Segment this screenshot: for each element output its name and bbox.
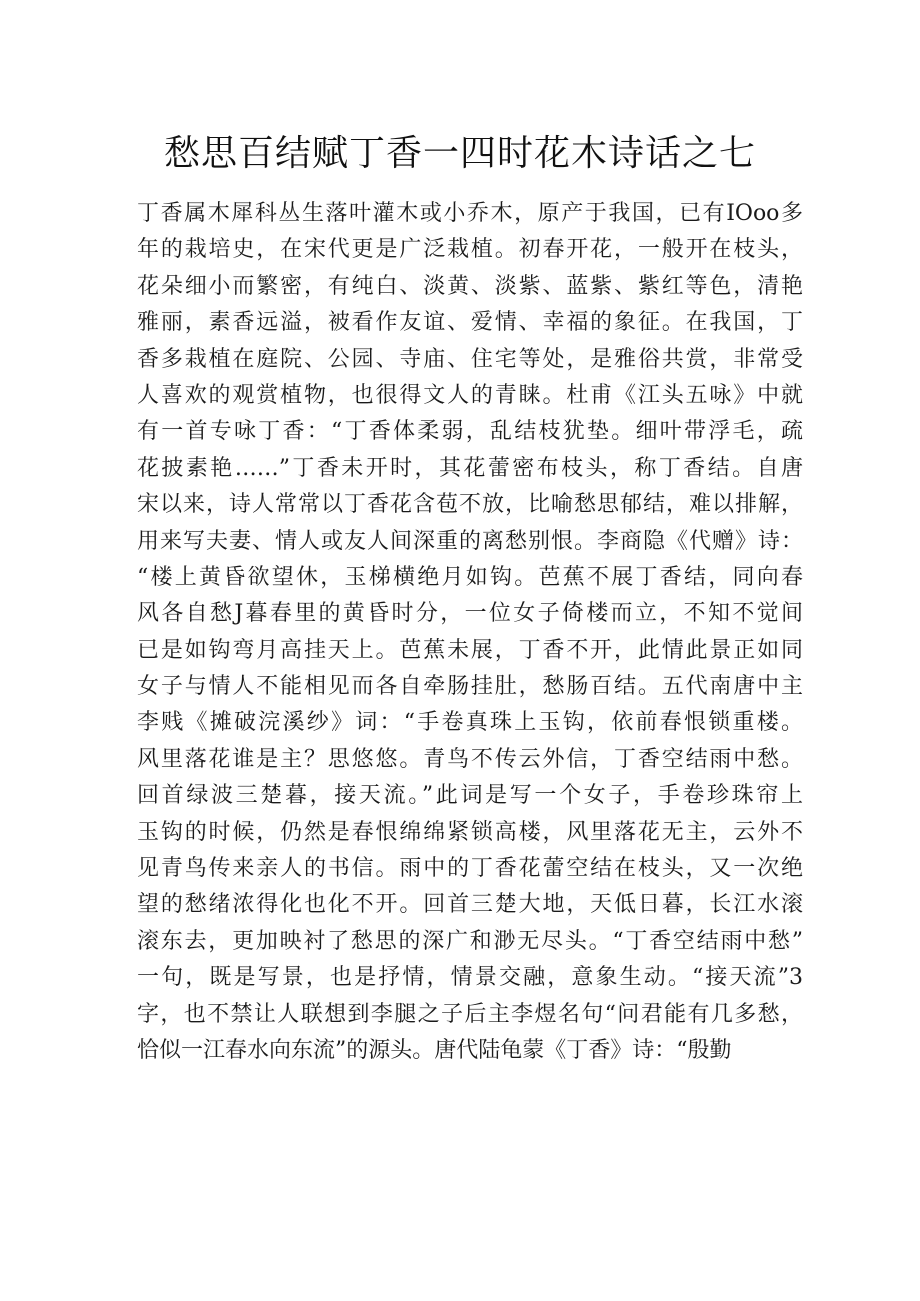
text-line: 丁香属木犀科丛生落叶灌木或小乔木，原产于我国，已有IOoo多 <box>137 201 803 226</box>
text-line: “楼上黄昏欲望休，玉梯横绝月如钩。芭蕉不展丁香结，同向春 <box>137 564 803 590</box>
document-body <box>137 196 803 1069</box>
text-line: 花披素艳……”丁香未开时，其花蕾密布枝头，称丁香结。自唐 <box>137 455 803 481</box>
text-line: 雅丽，素香远溢，被看作友谊、爱情、幸福的象征。在我国，丁 <box>137 310 803 336</box>
text-line: 风里落花谁是主？思悠悠。青鸟不传云外信，丁香空结雨中愁。 <box>137 746 803 772</box>
text-line: 见青鸟传来亲人的书信。雨中的丁香花蕾空结在枝头，又一次绝 <box>137 856 803 882</box>
text-line: 用来写夫妻、情人或友人间深重的离愁别恨。李商隐《代赠》诗： <box>137 528 803 554</box>
text-line: 字，也不禁让人联想到李腿之子后主李煜名句“问君能有几多愁， <box>137 1001 803 1027</box>
text-line: 望的愁绪浓得化也化不开。回首三楚大地，天低日暮，长江水滚 <box>137 892 803 918</box>
text-line: 人喜欢的观赏植物，也很得文人的青睐。杜甫《江头五咏》中就 <box>137 382 803 408</box>
text-line: 玉钩的时候，仍然是春恨绵绵紧锁高楼，风里落花无主，云外不 <box>137 819 803 845</box>
text-line: 年的栽培史，在宋代更是广泛栽植。初春开花，一般开在枝头， <box>137 237 803 263</box>
text-line: 风各自愁J暮春里的黄昏时分，一位女子倚楼而立，不知不觉间 <box>137 601 803 627</box>
text-line: 宋以来，诗人常常以丁香花含苞不放，比喻愁思郁结，难以排解， <box>137 492 803 518</box>
text-line: 滚东去，更加映衬了愁思的深广和渺无尽头。“丁香空结雨中愁” <box>137 928 803 954</box>
text-line: 香多栽植在庭院、公园、寺庙、住宅等处，是雅俗共赏，非常受 <box>137 346 803 372</box>
text-line: 恰似一江春水向东流”的源头。唐代陆龟蒙《丁香》诗：“殷勤 <box>137 1037 732 1063</box>
text-line: 李贱《摊破浣溪纱》词：“手卷真珠上玉钩，依前春恨锁重楼。 <box>137 710 803 736</box>
text-line: 有一首专咏丁香：“丁香体柔弱，乱结枝犹垫。细叶带浮毛，疏 <box>137 419 803 445</box>
text-line: 花朵细小而繁密，有纯白、淡黄、淡紫、蓝紫、紫红等色，清艳 <box>137 273 803 299</box>
text-line: 女子与情人不能相见而各自牵肠挂肚，愁肠百结。五代南唐中主 <box>137 674 803 700</box>
document-title: 愁思百结赋丁香一四时花木诗话之七 <box>163 133 756 174</box>
text-line: 一句，既是写景，也是抒情，情景交融，意象生动。“接天流”3 <box>137 965 803 991</box>
text-line: 回首绿波三楚暮，接天流。”此词是写一个女子，手卷珍珠帘上 <box>137 783 803 809</box>
text-line: 已是如钩弯月高挂天上。芭蕉未展，丁香不开，此情此景正如同 <box>137 637 803 663</box>
